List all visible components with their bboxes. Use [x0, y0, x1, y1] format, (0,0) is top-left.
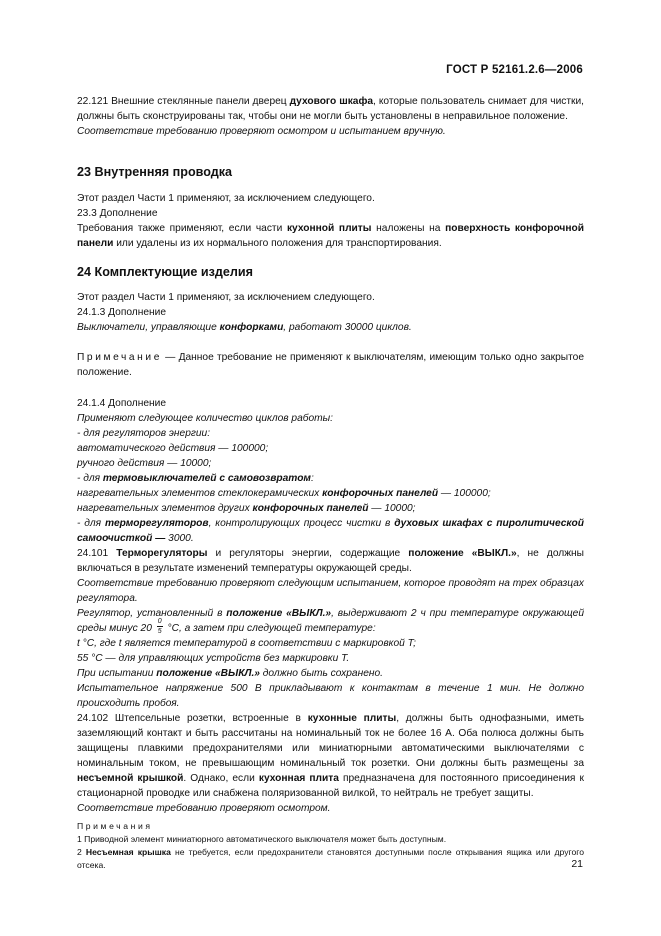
clause-text: нагревательных элементов других — [77, 503, 253, 514]
clause-24-101 — [77, 546, 584, 576]
term-bold: кухонные плиты — [307, 713, 397, 724]
clause-text: При испытании — [77, 668, 157, 679]
clause-text: 22.121 Внешние стеклянные панели дверец — [77, 96, 290, 107]
clause-24-102 — [77, 711, 584, 801]
compliance-check — [77, 124, 584, 139]
term-bold: поверхность конфорочной панели — [77, 223, 584, 249]
section-23-title: 23 Внутренняя проводка — [77, 165, 233, 179]
clause-text: , контролирующих процесс чистки в — [208, 518, 395, 529]
clause-text: : — [310, 473, 314, 484]
note-text: не требуется, если предохранители становятся доступными после открывания ящика или другого отсека. — [77, 847, 584, 870]
clause-text: Применяют следующее количество циклов работы: — [77, 413, 333, 424]
clause-text: должно быть сохранено. — [259, 668, 383, 679]
clause-22-121 — [77, 94, 584, 139]
section-24-title: 24 Комплектующие изделия — [77, 265, 253, 279]
tolerance-lower: 5 — [157, 628, 162, 636]
clause-text: 3000. — [165, 533, 194, 544]
note-24-1-3 — [77, 350, 584, 380]
term-bold: Терморегуляторы — [116, 548, 208, 559]
compliance-text: Соответствие требованию проверяют осмотром и испытанием вручную. — [77, 126, 446, 137]
cycles-item — [77, 426, 584, 441]
clause-text: Испытательное напряжение 500 В прикладывают к контактам в течение 1 мин. Не должно происходить пробоя. — [77, 683, 584, 709]
compliance-text: Соответствие требованию проверяют осмотром. — [77, 803, 331, 814]
cycles-item — [77, 441, 584, 456]
clause-text: Регулятор, установленный в — [77, 608, 227, 619]
clause-text: ручного действия — 10000; — [77, 458, 212, 469]
term-bold: кухонная плита — [258, 773, 339, 784]
clause-text: , не должны включаться в результате изменений температуры окружающей среды. — [77, 548, 584, 574]
clause-text: , выдерживают 2 ч при температуре окружающей среды минус 20 — [77, 608, 584, 634]
test-voltage — [77, 681, 584, 711]
term-bold: термовыключателей с самовозвратом — [102, 473, 311, 484]
term-bold: конфорочных панелей — [252, 503, 369, 514]
clause-text: — 10000; — [368, 503, 416, 514]
cycles-item — [77, 516, 584, 546]
term-bold: положение «ВЫКЛ.» — [408, 548, 517, 559]
clause-text: автоматического действия — 100000; — [77, 443, 269, 454]
clause-text: Выключатели, управляющие — [77, 322, 220, 333]
clause-text: — 100000; — [438, 488, 491, 499]
tolerance-upper: 0 — [157, 618, 162, 626]
compliance-check — [77, 801, 584, 816]
clause-text: . Однако, если — [183, 773, 259, 784]
cycles-item — [77, 471, 584, 486]
switch-cycles — [77, 320, 584, 335]
compliance-check — [77, 576, 584, 606]
clause-text: и регуляторы энергии, содержащие — [207, 548, 409, 559]
section-intro: Этот раздел Части 1 применяют, за исключением следующего. — [77, 193, 375, 204]
cycles-item — [77, 501, 584, 516]
section-24-body — [77, 290, 584, 872]
clause-text: или удалены из их нормального положения для транспортирования. — [113, 238, 442, 249]
cycles-item — [77, 486, 584, 501]
term-bold: конфорочных панелей — [322, 488, 439, 499]
clause-text: - для — [77, 473, 103, 484]
notes-block — [77, 820, 584, 872]
term-bold: положение «ВЫКЛ.» — [226, 608, 332, 619]
term-bold: духовых шкафах с пиролитической самоочисткой — — [77, 518, 585, 544]
term-bold: конфорками — [219, 322, 284, 333]
term-bold: несъемной крышкой — [77, 773, 184, 784]
term-bold: терморегуляторов — [105, 518, 209, 529]
section-23-text — [77, 221, 584, 251]
note-1: 1 Приводной элемент миниатюрного автоматического выключателя может быть доступным. — [77, 834, 447, 844]
compliance-text: Соответствие требованию проверяют следующим испытанием, которое проводят на трех образцах регулятора. — [77, 578, 584, 604]
cycles-intro — [77, 411, 584, 426]
clause-text: - для регуляторов энергии: — [77, 428, 211, 439]
subclause-heading: 24.1.4 Дополнение — [77, 398, 167, 409]
page-number: 21 — [571, 858, 583, 870]
clause-text: , должны быть однофазными, иметь заземляющий контакт и быть рассчитаны на номинальный ток не более 16 А. Оба полюса должны быть защищены плавкими предохранителями или миниатюрными автоматическими выключателями с номинальным током, не превышающим номинальный ток розетки. Они должны быть размещены за — [77, 713, 584, 769]
off-position-kept — [77, 666, 584, 681]
temperature-item — [77, 651, 584, 666]
regulator-test — [77, 606, 584, 636]
term-bold: положение «ВЫКЛ.» — [156, 668, 260, 679]
clause-text: 24.101 — [77, 548, 117, 559]
notes-label: Примечания — [77, 821, 153, 831]
note-2 — [77, 846, 584, 872]
note-text: — Данное требование не применяют к выключателям, имеющим только одно закрытое положение. — [77, 352, 584, 378]
clause-text: 55 °С — для управляющих устройств без маркировки T. — [77, 653, 350, 664]
temperature-item — [77, 636, 584, 651]
clause-text: - для — [77, 518, 106, 529]
document-code: ГОСТ Р 52161.2.6—2006 — [446, 64, 583, 76]
clause-text: Требования также применяют, если части — [77, 223, 287, 234]
clause-text: нагревательных элементов стеклокерамических — [77, 488, 323, 499]
section-intro: Этот раздел Части 1 применяют, за исключением следующего. — [77, 292, 375, 303]
term-bold: кухонной плиты — [286, 223, 372, 234]
term-bold: Несъемная крышка — [85, 847, 171, 857]
clause-22-121-text — [77, 94, 584, 124]
cycles-item — [77, 456, 584, 471]
note-label: Примечание — [77, 352, 162, 363]
clause-text: предназначена для постоянного присоединения к стационарной проводке или снабжена поляризованной вилкой, то нейтраль не требует защиты. — [77, 773, 584, 799]
section-23-body — [77, 191, 584, 251]
subclause-heading: 24.1.3 Дополнение — [77, 307, 167, 318]
term-bold: духового шкафа — [289, 96, 374, 107]
clause-text: наложены на — [371, 223, 446, 234]
clause-text: 24.102 Штепсельные розетки, встроенные в — [77, 713, 308, 724]
temperature-tolerance — [155, 618, 165, 636]
clause-text: , которые пользователь снимает для чистки, должны быть сконструированы так, чтобы они не могли быть установлены в неправильное положение. — [77, 96, 584, 122]
note-text: 2 — [77, 847, 86, 857]
clause-text: °С, а затем при следующей температуре: — [164, 623, 376, 634]
clause-text: t °С, где t является температурой в соответствии с маркировкой T; — [77, 638, 416, 649]
clause-text: , работают 30000 циклов. — [283, 322, 412, 333]
subclause-heading: 23.3 Дополнение — [77, 208, 158, 219]
